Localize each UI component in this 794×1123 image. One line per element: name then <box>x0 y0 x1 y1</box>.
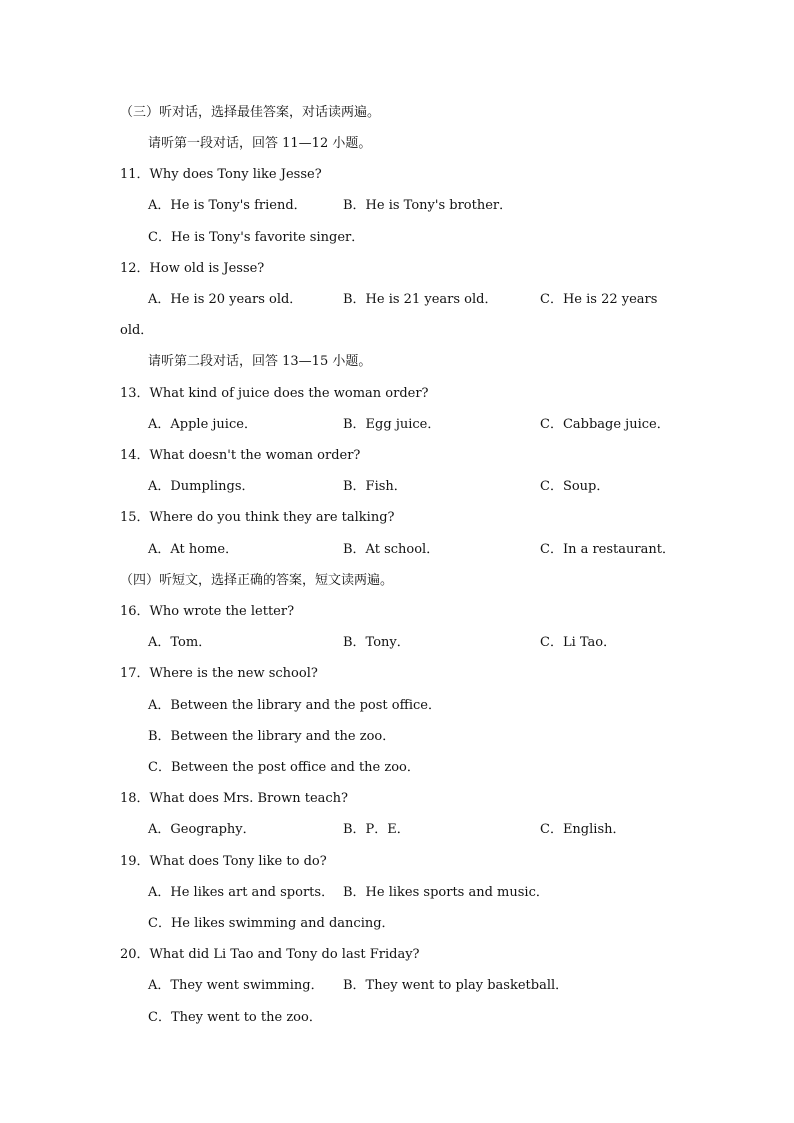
q11-option-c: C．He is Tony's favorite singer． <box>148 230 365 245</box>
q19-option-b: B．He likes sports and music． <box>343 885 549 900</box>
dialog2-intro: 请听第二段对话，回答 13—15 小题。 <box>148 354 372 369</box>
dialog1-intro: 请听第一段对话，回答 11—12 小题。 <box>148 136 372 151</box>
q14-option-c: C．Soup． <box>540 479 610 494</box>
question-11: 11．Why does Tony like Jesse? <box>120 167 322 182</box>
q11-option-b: B．He is Tony's brother． <box>343 198 513 213</box>
q13-option-b: B．Egg juice． <box>343 417 441 432</box>
q18-option-a: A．Geography． <box>148 822 256 837</box>
q14-option-b: B．Fish． <box>343 479 407 494</box>
question-16: 16．Who wrote the letter? <box>120 604 295 619</box>
q12-option-b: B．He is 21 years old． <box>343 292 498 307</box>
q14-option-a: A．Dumplings． <box>148 479 255 494</box>
q15-option-b: B．At school． <box>343 542 440 557</box>
question-13: 13．What kind of juice does the woman order? <box>120 386 429 401</box>
question-18: 18．What does Mrs. Brown teach? <box>120 791 349 806</box>
question-14: 14．What doesn't the woman order? <box>120 448 361 463</box>
q12-option-a: A．He is 20 years old． <box>148 292 303 307</box>
question-20: 20．What did Li Tao and Tony do last Friday? <box>120 947 420 962</box>
question-15: 15．Where do you think they are talking? <box>120 510 395 525</box>
q12-option-c: C．He is 22 years <box>540 292 658 307</box>
q20-option-b: B．They went to play basketball． <box>343 978 569 993</box>
q11-option-a: A．He is Tony's friend． <box>148 198 307 213</box>
q16-option-b: B．Tony． <box>343 635 410 650</box>
section4-heading: （四）听短文，选择正确的答案，短文读两遍。 <box>120 573 394 588</box>
q20-option-c: C．They went to the zoo． <box>148 1010 322 1025</box>
q13-option-c: C．Cabbage juice． <box>540 417 670 432</box>
q15-option-c: C．In a restaurant． <box>540 542 675 557</box>
section3-heading: （三）听对话，选择最佳答案，对话读两遍。 <box>120 105 381 120</box>
q13-option-a: A．Apple juice． <box>148 417 257 432</box>
q17-option-b: B．Between the library and the zoo． <box>148 729 396 744</box>
question-19: 19．What does Tony like to do? <box>120 854 327 869</box>
q18-option-c: C．English． <box>540 822 626 837</box>
q16-option-c: C．Li Tao． <box>540 635 617 650</box>
question-17: 17．Where is the new school? <box>120 666 318 681</box>
q16-option-a: A．Tom． <box>148 635 212 650</box>
question-12: 12．How old is Jesse? <box>120 261 265 276</box>
q19-option-c: C．He likes swimming and dancing． <box>148 916 395 931</box>
q17-option-a: A．Between the library and the post office． <box>148 698 441 713</box>
q20-option-a: A．They went swimming． <box>148 978 324 993</box>
q19-option-a: A．He likes art and sports． <box>148 885 335 900</box>
q12-option-c-wrap: old． <box>120 323 154 338</box>
q15-option-a: A．At home． <box>148 542 239 557</box>
q17-option-c: C．Between the post office and the zoo． <box>148 760 420 775</box>
q18-option-b: B．P．E． <box>343 822 410 837</box>
